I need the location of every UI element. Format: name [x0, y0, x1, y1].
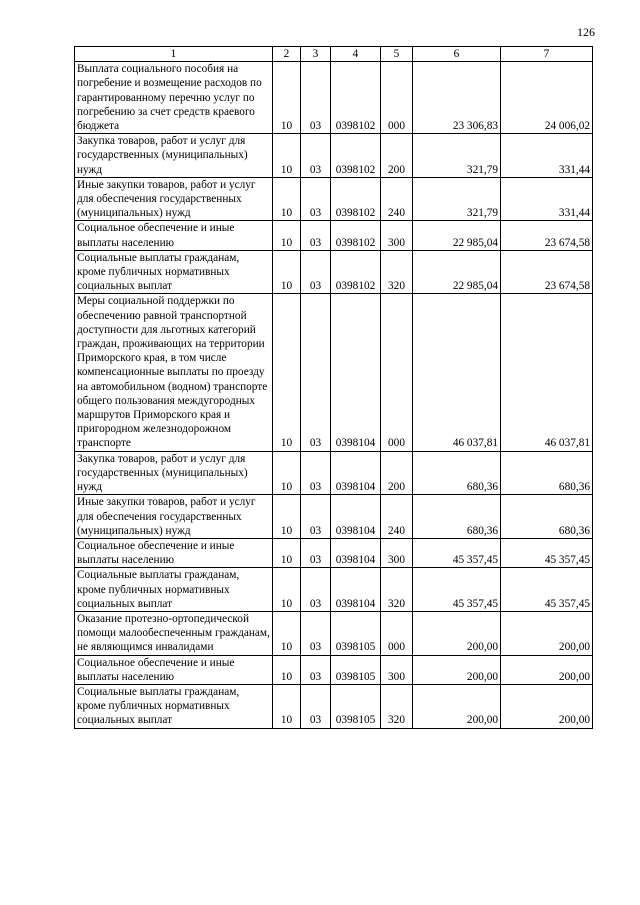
row-name-cell: Социальные выплаты гражданам, кроме публичных нормативных социальных выплат [75, 568, 273, 612]
table-body [75, 62, 593, 728]
row-value-cell: 000 [381, 611, 413, 655]
header-cell: 3 [301, 47, 331, 62]
row-value-cell: 300 [381, 221, 413, 250]
row-value-cell: 200,00 [413, 655, 501, 684]
row-name-cell: Социальное обеспечение и иные выплаты населению [75, 538, 273, 567]
row-value-cell: 240 [381, 177, 413, 221]
row-value-cell: 10 [273, 611, 301, 655]
row-value-cell: 03 [301, 451, 331, 495]
row-value-cell: 46 037,81 [501, 294, 593, 451]
row-value-cell: 10 [273, 177, 301, 221]
row-value-cell: 0398102 [331, 62, 381, 134]
row-value-cell: 10 [273, 684, 301, 728]
row-value-cell: 46 037,81 [413, 294, 501, 451]
row-value-cell: 680,36 [413, 451, 501, 495]
table-row [75, 62, 593, 134]
row-value-cell: 03 [301, 250, 331, 294]
row-value-cell: 000 [381, 62, 413, 134]
row-value-cell: 0398102 [331, 177, 381, 221]
row-value-cell: 03 [301, 611, 331, 655]
row-value-cell: 200,00 [501, 611, 593, 655]
row-value-cell: 331,44 [501, 134, 593, 178]
row-value-cell: 03 [301, 568, 331, 612]
row-value-cell: 200 [381, 451, 413, 495]
row-value-cell: 0398104 [331, 294, 381, 451]
row-value-cell: 22 985,04 [413, 250, 501, 294]
row-value-cell: 03 [301, 538, 331, 567]
row-value-cell: 24 006,02 [501, 62, 593, 134]
row-value-cell: 320 [381, 568, 413, 612]
table-row [75, 134, 593, 178]
row-value-cell: 0398102 [331, 221, 381, 250]
table-row [75, 495, 593, 539]
row-value-cell: 0398104 [331, 495, 381, 539]
header-cell: 6 [413, 47, 501, 62]
row-value-cell: 10 [273, 62, 301, 134]
row-value-cell: 45 357,45 [413, 568, 501, 612]
row-value-cell: 200,00 [501, 655, 593, 684]
row-value-cell: 0398105 [331, 684, 381, 728]
row-value-cell: 22 985,04 [413, 221, 501, 250]
row-name-cell: Оказание протезно-ортопедической помощи малообеспеченным гражданам, не являющимся инвалидами [75, 611, 273, 655]
row-value-cell: 321,79 [413, 177, 501, 221]
table-row [75, 451, 593, 495]
row-value-cell: 680,36 [501, 495, 593, 539]
row-value-cell: 0398102 [331, 250, 381, 294]
row-value-cell: 0398105 [331, 611, 381, 655]
row-name-cell: Социальные выплаты гражданам, кроме публичных нормативных социальных выплат [75, 250, 273, 294]
table-row [75, 250, 593, 294]
row-value-cell: 0398104 [331, 538, 381, 567]
table-row [75, 538, 593, 567]
row-value-cell: 10 [273, 294, 301, 451]
row-value-cell: 10 [273, 568, 301, 612]
header-cell: 1 [75, 47, 273, 62]
row-value-cell: 0398104 [331, 451, 381, 495]
row-value-cell: 200,00 [413, 611, 501, 655]
row-value-cell: 03 [301, 221, 331, 250]
table-row [75, 568, 593, 612]
row-value-cell: 321,79 [413, 134, 501, 178]
row-value-cell: 320 [381, 684, 413, 728]
row-name-cell: Выплата социального пособия на погребение и возмещение расходов по гарантированному перечню услуг по погребению за счет средств краевого бюджета [75, 62, 273, 134]
row-value-cell: 03 [301, 177, 331, 221]
row-name-cell: Социальные выплаты гражданам, кроме публичных нормативных социальных выплат [75, 684, 273, 728]
row-value-cell: 45 357,45 [413, 538, 501, 567]
row-value-cell: 23 674,58 [501, 250, 593, 294]
row-value-cell: 10 [273, 655, 301, 684]
table-row [75, 294, 593, 451]
row-name-cell: Закупка товаров, работ и услуг для государственных (муниципальных) нужд [75, 451, 273, 495]
table-row [75, 611, 593, 655]
row-value-cell: 240 [381, 495, 413, 539]
row-name-cell: Иные закупки товаров, работ и услуг для обеспечения государственных (муниципальных) нужд [75, 177, 273, 221]
row-value-cell: 10 [273, 134, 301, 178]
row-value-cell: 03 [301, 655, 331, 684]
row-value-cell: 23 674,58 [501, 221, 593, 250]
row-value-cell: 320 [381, 250, 413, 294]
row-value-cell: 03 [301, 684, 331, 728]
row-value-cell: 03 [301, 294, 331, 451]
table-row [75, 221, 593, 250]
row-value-cell: 300 [381, 655, 413, 684]
header-cell: 4 [331, 47, 381, 62]
row-value-cell: 03 [301, 134, 331, 178]
row-name-cell: Социальное обеспечение и иные выплаты населению [75, 655, 273, 684]
table-row [75, 684, 593, 728]
row-name-cell: Меры социальной поддержки по обеспечению равной транспортной доступности для льготных категорий граждан, проживающих на территории Приморского края, в том числе компенсационные выплаты по проезду на автомобильном (водном) транспорте общего пользования междугородных маршрутов Приморского края и пригородном железнодорожном транспорте [75, 294, 273, 451]
row-value-cell: 10 [273, 250, 301, 294]
row-value-cell: 680,36 [501, 451, 593, 495]
row-value-cell: 10 [273, 451, 301, 495]
row-value-cell: 300 [381, 538, 413, 567]
row-value-cell: 200,00 [413, 684, 501, 728]
row-value-cell: 10 [273, 538, 301, 567]
row-name-cell: Иные закупки товаров, работ и услуг для обеспечения государственных (муниципальных) нужд [75, 495, 273, 539]
row-value-cell: 0398105 [331, 655, 381, 684]
table-row [75, 655, 593, 684]
budget-table [74, 46, 593, 729]
row-value-cell: 03 [301, 62, 331, 134]
row-value-cell: 331,44 [501, 177, 593, 221]
header-row [75, 47, 593, 62]
row-name-cell: Социальное обеспечение и иные выплаты населению [75, 221, 273, 250]
row-value-cell: 200,00 [501, 684, 593, 728]
header-cell: 7 [501, 47, 593, 62]
row-value-cell: 000 [381, 294, 413, 451]
header-cell: 5 [381, 47, 413, 62]
header-cell: 2 [273, 47, 301, 62]
row-value-cell: 0398102 [331, 134, 381, 178]
row-value-cell: 10 [273, 221, 301, 250]
row-value-cell: 10 [273, 495, 301, 539]
row-value-cell: 680,36 [413, 495, 501, 539]
row-value-cell: 03 [301, 495, 331, 539]
page-number: 126 [577, 25, 595, 39]
table-row [75, 177, 593, 221]
row-name-cell: Закупка товаров, работ и услуг для государственных (муниципальных) нужд [75, 134, 273, 178]
row-value-cell: 200 [381, 134, 413, 178]
row-value-cell: 45 357,45 [501, 568, 593, 612]
row-value-cell: 23 306,83 [413, 62, 501, 134]
row-value-cell: 0398104 [331, 568, 381, 612]
row-value-cell: 45 357,45 [501, 538, 593, 567]
